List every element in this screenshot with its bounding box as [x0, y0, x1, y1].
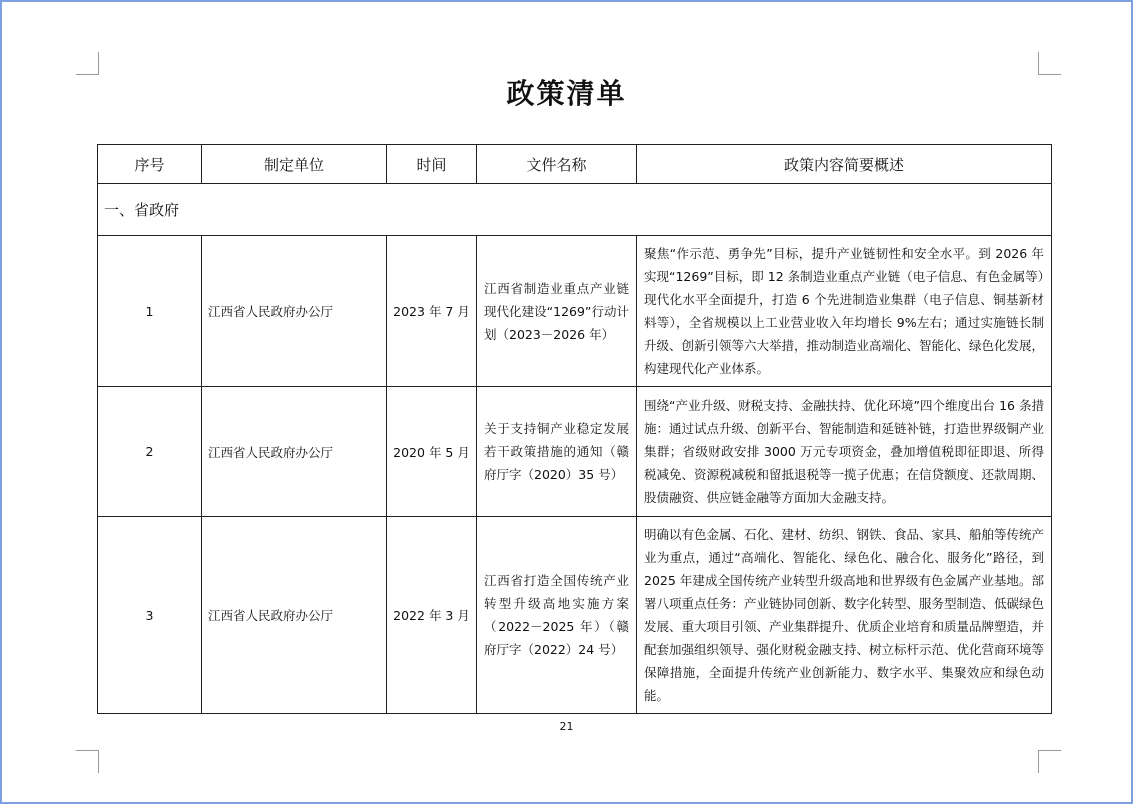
cell-summary: 明确以有色金属、石化、建材、纺织、钢铁、食品、家具、船舶等传统产业为重点，通过“高端化、智能化、绿色化、融合化、服务化”路径，到 2025 年建成全国传统产业转型升级高地和世界级有色金属产业基地。部署八项重点任务：产业链协同创新、数字化转型、服务型制造、低碳绿色发展、重大项目引领、产业集群提升、优质企业培育和质量品牌塑造，并配套加强组织领导、强化财税金融支持、树立标杆示范、优化营商环境等保障措施，全面提升传统产业创新能力、数字水平、集聚效应和绿色动能。: [637, 517, 1052, 714]
cell-unit: 江西省人民政府办公厅: [202, 236, 387, 387]
cell-unit: 江西省人民政府办公厅: [202, 517, 387, 714]
cell-no: 1: [98, 236, 202, 387]
page-number: 21: [559, 720, 574, 733]
cell-no: 2: [98, 387, 202, 517]
cell-doc: 关于支持铜产业稳定发展若干政策措施的通知（赣府厅字（2020）35 号）: [477, 387, 637, 517]
table-header-row: [98, 145, 1052, 184]
header-summary: 政策内容简要概述: [637, 145, 1052, 184]
cell-time: 2023 年 7 月: [387, 236, 477, 387]
cell-time: 2022 年 3 月: [387, 517, 477, 714]
page-title: 政策清单: [506, 77, 627, 110]
cell-summary: 聚焦“作示范、勇争先”目标，提升产业链韧性和安全水平。到 2026 年实现“1269”目标，即 12 条制造业重点产业链（电子信息、有色金属等）现代化水平全面提升，打造 6 个先进制造业集群（电子信息、铜基新材料等），全省规模以上工业营业收入年均增长 9%左右；通过实施链长制升级、创新引领等六大举措，推动制造业高端化、智能化、绿色化发展，构建现代化产业体系。: [637, 236, 1052, 387]
crop-mark-bottom-left: [76, 750, 99, 773]
table-row: [98, 236, 1052, 387]
policy-table: [97, 144, 1052, 714]
cell-doc: 江西省打造全国传统产业转型升级高地实施方案（2022－2025 年）（赣府厅字（2022）24 号）: [477, 517, 637, 714]
table-row: [98, 517, 1052, 714]
cell-time: 2020 年 5 月: [387, 387, 477, 517]
table-row: [98, 387, 1052, 517]
section-row: [98, 184, 1052, 236]
cell-summary: 围绕“产业升级、财税支持、金融扶持、优化环境”四个维度出台 16 条措施：通过试点升级、创新平台、智能制造和延链补链，打造世界级铜产业集群；省级财政安排 3000 万元专项资金，叠加增值税即征即退、所得税减免、资源税减税和留抵退税等一揽子优惠；在信贷额度、还款周期、股债融资、供应链金融等方面加大金融支持。: [637, 387, 1052, 517]
section-label: 一、省政府: [98, 184, 1052, 236]
crop-mark-bottom-right: [1038, 750, 1061, 773]
cell-doc: 江西省制造业重点产业链现代化建设“1269”行动计划（2023－2026 年）: [477, 236, 637, 387]
header-doc: 文件名称: [477, 145, 637, 184]
cell-unit: 江西省人民政府办公厅: [202, 387, 387, 517]
header-no: 序号: [98, 145, 202, 184]
cell-no: 3: [98, 517, 202, 714]
header-unit: 制定单位: [202, 145, 387, 184]
header-time: 时间: [387, 145, 477, 184]
